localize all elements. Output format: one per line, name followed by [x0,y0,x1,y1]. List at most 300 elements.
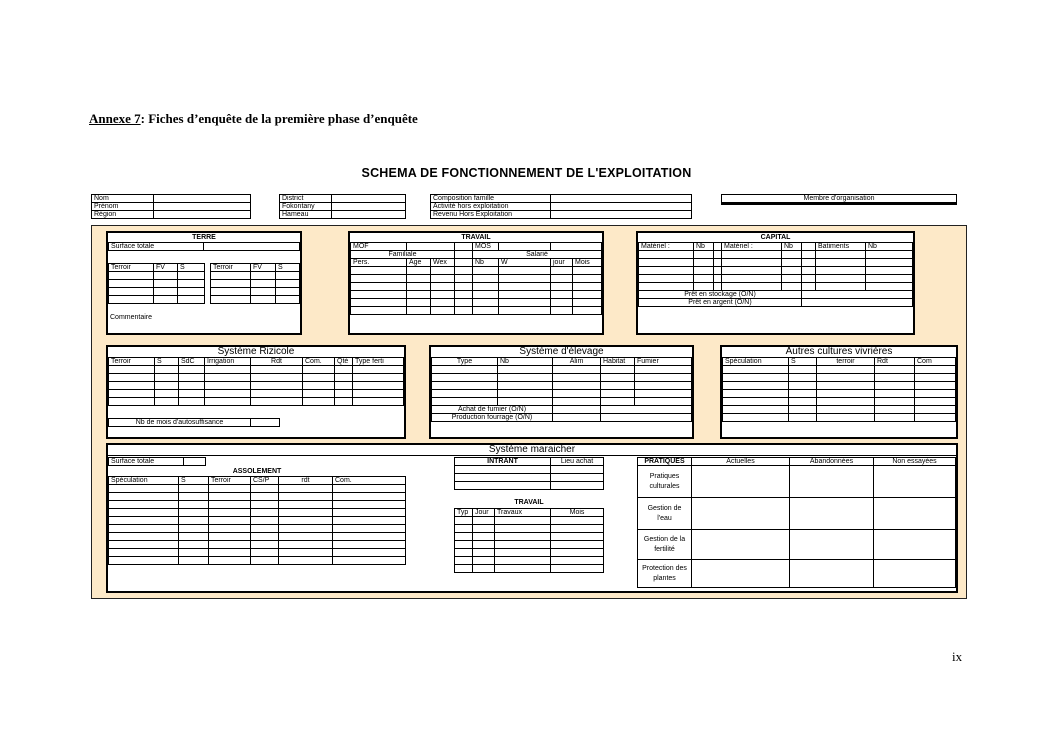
riz-cell[interactable] [179,366,205,374]
ass-cell[interactable] [209,493,251,501]
ass-cell[interactable] [179,549,209,557]
riz-cell[interactable] [251,366,303,374]
activite-field[interactable] [551,203,692,211]
viv-cell[interactable] [875,414,915,422]
mt-cell[interactable] [455,565,473,573]
capital-cell[interactable] [722,267,782,275]
ass-cell[interactable] [333,509,406,517]
viv-cell[interactable] [723,366,789,374]
intrant-cell[interactable] [551,466,604,474]
mt-cell[interactable] [495,565,551,573]
travail-cell[interactable] [407,283,431,291]
elev-cell[interactable] [601,398,635,406]
terre-cell[interactable] [154,288,178,296]
ass-cell[interactable] [109,517,179,525]
viv-cell[interactable] [789,406,817,414]
elev-cell[interactable] [635,366,692,374]
ass-cell[interactable] [251,557,279,565]
elev-cell[interactable] [601,366,635,374]
elev-cell[interactable] [635,374,692,382]
mt-cell[interactable] [495,517,551,525]
capital-cell[interactable] [639,267,694,275]
capital-cell[interactable] [714,243,722,251]
ass-cell[interactable] [251,493,279,501]
travail-cell[interactable] [499,299,551,307]
travail-cell[interactable] [431,299,455,307]
travail-cell[interactable] [351,307,407,315]
travail-cell[interactable] [473,275,499,283]
mt-cell[interactable] [473,541,495,549]
capital-cell[interactable] [782,251,802,259]
travail-cell[interactable] [551,275,573,283]
terre-cell[interactable] [178,296,205,304]
ass-cell[interactable] [209,525,251,533]
viv-cell[interactable] [915,414,956,422]
ass-cell[interactable] [209,557,251,565]
mt-cell[interactable] [455,557,473,565]
ass-cell[interactable] [333,493,406,501]
terre-cell[interactable] [109,296,154,304]
viv-cell[interactable] [723,414,789,422]
ass-cell[interactable] [333,517,406,525]
prenom-field[interactable] [154,203,251,211]
elev-cell[interactable] [601,406,692,414]
capital-cell[interactable] [866,259,913,267]
travail-cell[interactable] [551,243,602,251]
travail-cell[interactable] [407,307,431,315]
riz-cell[interactable] [155,398,179,406]
mt-cell[interactable] [455,525,473,533]
intrant-cell[interactable] [551,482,604,490]
terre-cell[interactable] [251,296,276,304]
ass-cell[interactable] [209,501,251,509]
capital-cell[interactable] [639,283,694,291]
viv-cell[interactable] [875,390,915,398]
capital-cell[interactable] [802,243,816,251]
travail-cell[interactable] [431,275,455,283]
ass-cell[interactable] [279,517,333,525]
riz-cell[interactable] [303,366,335,374]
capital-cell[interactable] [714,275,722,283]
prat-cell[interactable] [692,560,790,588]
viv-cell[interactable] [817,398,875,406]
viv-cell[interactable] [915,390,956,398]
terre-cell[interactable] [276,272,300,280]
ass-cell[interactable] [179,525,209,533]
travail-cell[interactable] [455,275,473,283]
intrant-cell[interactable] [455,482,551,490]
viv-cell[interactable] [723,382,789,390]
capital-cell[interactable] [694,259,714,267]
viv-cell[interactable] [817,390,875,398]
capital-cell[interactable] [782,283,802,291]
terre-cell[interactable] [109,288,154,296]
capital-cell[interactable] [694,283,714,291]
capital-cell[interactable] [866,267,913,275]
travail-cell[interactable] [351,283,407,291]
prat-cell[interactable] [692,530,790,560]
capital-cell[interactable] [866,283,913,291]
elev-cell[interactable] [432,382,498,390]
terre-cell[interactable] [154,296,178,304]
ass-cell[interactable] [109,533,179,541]
prat-cell[interactable] [692,466,790,498]
ass-cell[interactable] [251,533,279,541]
ass-cell[interactable] [179,517,209,525]
elev-cell[interactable] [498,374,553,382]
elev-cell[interactable] [601,382,635,390]
capital-cell[interactable] [802,259,816,267]
travail-cell[interactable] [499,275,551,283]
autosuff-field[interactable] [251,419,280,427]
fokontany-field[interactable] [332,203,406,211]
viv-cell[interactable] [723,398,789,406]
mt-cell[interactable] [551,533,604,541]
capital-cell[interactable] [782,267,802,275]
terre-cell[interactable] [211,272,251,280]
viv-cell[interactable] [817,374,875,382]
viv-cell[interactable] [915,374,956,382]
travail-cell[interactable] [407,291,431,299]
mt-cell[interactable] [551,565,604,573]
mt-cell[interactable] [473,557,495,565]
pret-argent-field[interactable] [802,299,913,307]
viv-cell[interactable] [789,382,817,390]
elev-cell[interactable] [635,390,692,398]
ass-cell[interactable] [251,509,279,517]
mt-cell[interactable] [551,549,604,557]
terre-cell[interactable] [276,296,300,304]
mt-cell[interactable] [455,549,473,557]
capital-cell[interactable] [694,251,714,259]
viv-cell[interactable] [915,406,956,414]
pret-stockage-field[interactable] [802,291,913,299]
mt-cell[interactable] [473,565,495,573]
intrant-cell[interactable] [455,474,551,482]
travail-cell[interactable] [473,267,499,275]
ass-cell[interactable] [279,509,333,517]
elev-cell[interactable] [553,366,601,374]
travail-cell[interactable] [455,283,473,291]
elev-cell[interactable] [498,366,553,374]
riz-cell[interactable] [205,366,251,374]
terre-cell[interactable] [211,288,251,296]
ass-cell[interactable] [279,549,333,557]
capital-cell[interactable] [722,251,782,259]
capital-cell[interactable] [694,267,714,275]
riz-cell[interactable] [353,374,404,382]
prat-cell[interactable] [874,560,956,588]
prat-cell[interactable] [790,498,874,530]
ass-cell[interactable] [333,525,406,533]
terre-cell[interactable] [276,288,300,296]
capital-cell[interactable] [816,251,866,259]
ass-cell[interactable] [333,533,406,541]
terre-cell[interactable] [251,280,276,288]
intrant-cell[interactable] [551,474,604,482]
elev-cell[interactable] [432,374,498,382]
terre-cell[interactable] [211,296,251,304]
elev-cell[interactable] [601,414,692,422]
travail-cell[interactable] [455,299,473,307]
capital-cell[interactable] [714,251,722,259]
riz-cell[interactable] [251,382,303,390]
mt-cell[interactable] [473,549,495,557]
elev-cell[interactable] [601,374,635,382]
elev-cell[interactable] [498,398,553,406]
travail-cell[interactable] [455,259,473,267]
travail-cell[interactable] [351,267,407,275]
elev-cell[interactable] [498,382,553,390]
riz-cell[interactable] [155,382,179,390]
capital-cell[interactable] [722,259,782,267]
capital-cell[interactable] [802,283,816,291]
travail-cell[interactable] [551,267,573,275]
district-field[interactable] [332,195,406,203]
travail-cell[interactable] [573,275,602,283]
membre-field-4[interactable] [722,204,800,205]
viv-cell[interactable] [875,374,915,382]
ass-cell[interactable] [251,501,279,509]
riz-cell[interactable] [251,390,303,398]
mt-cell[interactable] [473,517,495,525]
ass-cell[interactable] [209,485,251,493]
viv-cell[interactable] [789,366,817,374]
ass-cell[interactable] [333,485,406,493]
travail-cell[interactable] [351,275,407,283]
ass-cell[interactable] [109,549,179,557]
mt-cell[interactable] [551,517,604,525]
viv-cell[interactable] [875,406,915,414]
ass-cell[interactable] [209,509,251,517]
riz-cell[interactable] [109,374,155,382]
ass-cell[interactable] [109,493,179,501]
travail-cell[interactable] [455,251,473,259]
capital-cell[interactable] [722,283,782,291]
travail-cell[interactable] [573,283,602,291]
ass-cell[interactable] [279,557,333,565]
ass-cell[interactable] [109,509,179,517]
ass-cell[interactable] [209,533,251,541]
viv-cell[interactable] [789,374,817,382]
viv-cell[interactable] [789,414,817,422]
prat-cell[interactable] [790,466,874,498]
ass-cell[interactable] [209,541,251,549]
capital-cell[interactable] [816,259,866,267]
terre-surface-field[interactable] [204,243,300,251]
riz-cell[interactable] [205,398,251,406]
capital-cell[interactable] [802,267,816,275]
terre-cell[interactable] [154,272,178,280]
ass-cell[interactable] [279,525,333,533]
viv-cell[interactable] [789,390,817,398]
ass-cell[interactable] [333,501,406,509]
ass-cell[interactable] [209,517,251,525]
membre-field-6[interactable] [878,204,956,205]
riz-cell[interactable] [205,390,251,398]
terre-cell[interactable] [276,280,300,288]
riz-cell[interactable] [335,366,353,374]
travail-cell[interactable] [407,275,431,283]
maraicher-surface-field[interactable] [184,458,206,466]
capital-cell[interactable] [802,251,816,259]
elev-cell[interactable] [432,398,498,406]
mt-cell[interactable] [473,533,495,541]
ass-cell[interactable] [179,501,209,509]
riz-cell[interactable] [155,374,179,382]
ass-cell[interactable] [179,541,209,549]
travail-cell[interactable] [431,283,455,291]
ass-cell[interactable] [279,485,333,493]
production-fourrage-field[interactable] [553,414,601,422]
viv-cell[interactable] [875,398,915,406]
ass-cell[interactable] [251,485,279,493]
riz-cell[interactable] [155,366,179,374]
viv-cell[interactable] [723,374,789,382]
travail-cell[interactable] [473,307,499,315]
travail-cell[interactable] [431,307,455,315]
ass-cell[interactable] [179,533,209,541]
region-field[interactable] [154,211,251,219]
mt-cell[interactable] [495,525,551,533]
elev-cell[interactable] [553,374,601,382]
intrant-cell[interactable] [455,466,551,474]
riz-cell[interactable] [353,366,404,374]
ass-cell[interactable] [179,493,209,501]
riz-cell[interactable] [335,390,353,398]
ass-cell[interactable] [109,557,179,565]
capital-cell[interactable] [866,251,913,259]
terre-cell[interactable] [251,288,276,296]
terre-cell[interactable] [211,280,251,288]
travail-cell[interactable] [499,307,551,315]
riz-cell[interactable] [303,390,335,398]
viv-cell[interactable] [817,414,875,422]
viv-cell[interactable] [875,382,915,390]
riz-cell[interactable] [179,382,205,390]
ass-cell[interactable] [251,525,279,533]
capital-cell[interactable] [714,267,722,275]
viv-cell[interactable] [915,382,956,390]
terre-cell[interactable] [251,272,276,280]
ass-cell[interactable] [251,517,279,525]
riz-cell[interactable] [109,382,155,390]
elev-cell[interactable] [601,390,635,398]
travail-cell[interactable] [573,307,602,315]
ass-cell[interactable] [333,541,406,549]
ass-cell[interactable] [279,493,333,501]
riz-cell[interactable] [335,382,353,390]
terre-cell[interactable] [154,280,178,288]
ass-cell[interactable] [179,485,209,493]
prat-cell[interactable] [874,498,956,530]
travail-cell[interactable] [573,291,602,299]
terre-cell[interactable] [178,288,205,296]
riz-cell[interactable] [109,390,155,398]
capital-cell[interactable] [722,275,782,283]
riz-cell[interactable] [303,382,335,390]
riz-cell[interactable] [335,398,353,406]
viv-cell[interactable] [723,390,789,398]
mt-cell[interactable] [495,541,551,549]
capital-cell[interactable] [639,275,694,283]
viv-cell[interactable] [723,406,789,414]
ass-cell[interactable] [109,541,179,549]
mt-cell[interactable] [551,525,604,533]
ass-cell[interactable] [279,541,333,549]
travail-cell[interactable] [407,299,431,307]
prat-cell[interactable] [874,530,956,560]
ass-cell[interactable] [279,533,333,541]
elev-cell[interactable] [432,390,498,398]
travail-cell[interactable] [473,283,499,291]
mt-cell[interactable] [495,533,551,541]
riz-cell[interactable] [303,374,335,382]
mt-cell[interactable] [551,557,604,565]
prat-cell[interactable] [790,530,874,560]
ass-cell[interactable] [251,541,279,549]
riz-cell[interactable] [251,374,303,382]
ass-cell[interactable] [109,485,179,493]
mt-cell[interactable] [551,541,604,549]
mt-cell[interactable] [495,549,551,557]
elev-cell[interactable] [635,398,692,406]
riz-cell[interactable] [205,382,251,390]
capital-cell[interactable] [639,259,694,267]
capital-cell[interactable] [816,283,866,291]
mt-cell[interactable] [455,517,473,525]
ass-cell[interactable] [179,557,209,565]
riz-cell[interactable] [109,398,155,406]
riz-cell[interactable] [335,374,353,382]
riz-cell[interactable] [155,390,179,398]
prat-cell[interactable] [874,466,956,498]
viv-cell[interactable] [875,366,915,374]
elev-cell[interactable] [553,398,601,406]
revenu-field[interactable] [551,211,692,219]
elev-cell[interactable] [553,390,601,398]
terre-cell[interactable] [178,280,205,288]
travail-cell[interactable] [455,267,473,275]
mt-cell[interactable] [473,525,495,533]
travail-cell[interactable] [431,291,455,299]
travail-cell[interactable] [455,291,473,299]
travail-cell[interactable] [455,243,473,251]
travail-cell[interactable] [551,283,573,291]
nom-field[interactable] [154,195,251,203]
prat-cell[interactable] [790,560,874,588]
terre-cell[interactable] [109,280,154,288]
ass-cell[interactable] [333,557,406,565]
travail-cell[interactable] [499,283,551,291]
travail-cell[interactable] [573,267,602,275]
ass-cell[interactable] [209,549,251,557]
riz-cell[interactable] [179,374,205,382]
mt-cell[interactable] [455,533,473,541]
terre-cell[interactable] [178,272,205,280]
riz-cell[interactable] [251,398,303,406]
travail-cell[interactable] [551,307,573,315]
ass-cell[interactable] [279,501,333,509]
viv-cell[interactable] [817,382,875,390]
travail-cell[interactable] [473,299,499,307]
viv-cell[interactable] [817,366,875,374]
mt-cell[interactable] [455,541,473,549]
capital-cell[interactable] [866,275,913,283]
riz-cell[interactable] [109,366,155,374]
viv-cell[interactable] [789,398,817,406]
riz-cell[interactable] [353,382,404,390]
